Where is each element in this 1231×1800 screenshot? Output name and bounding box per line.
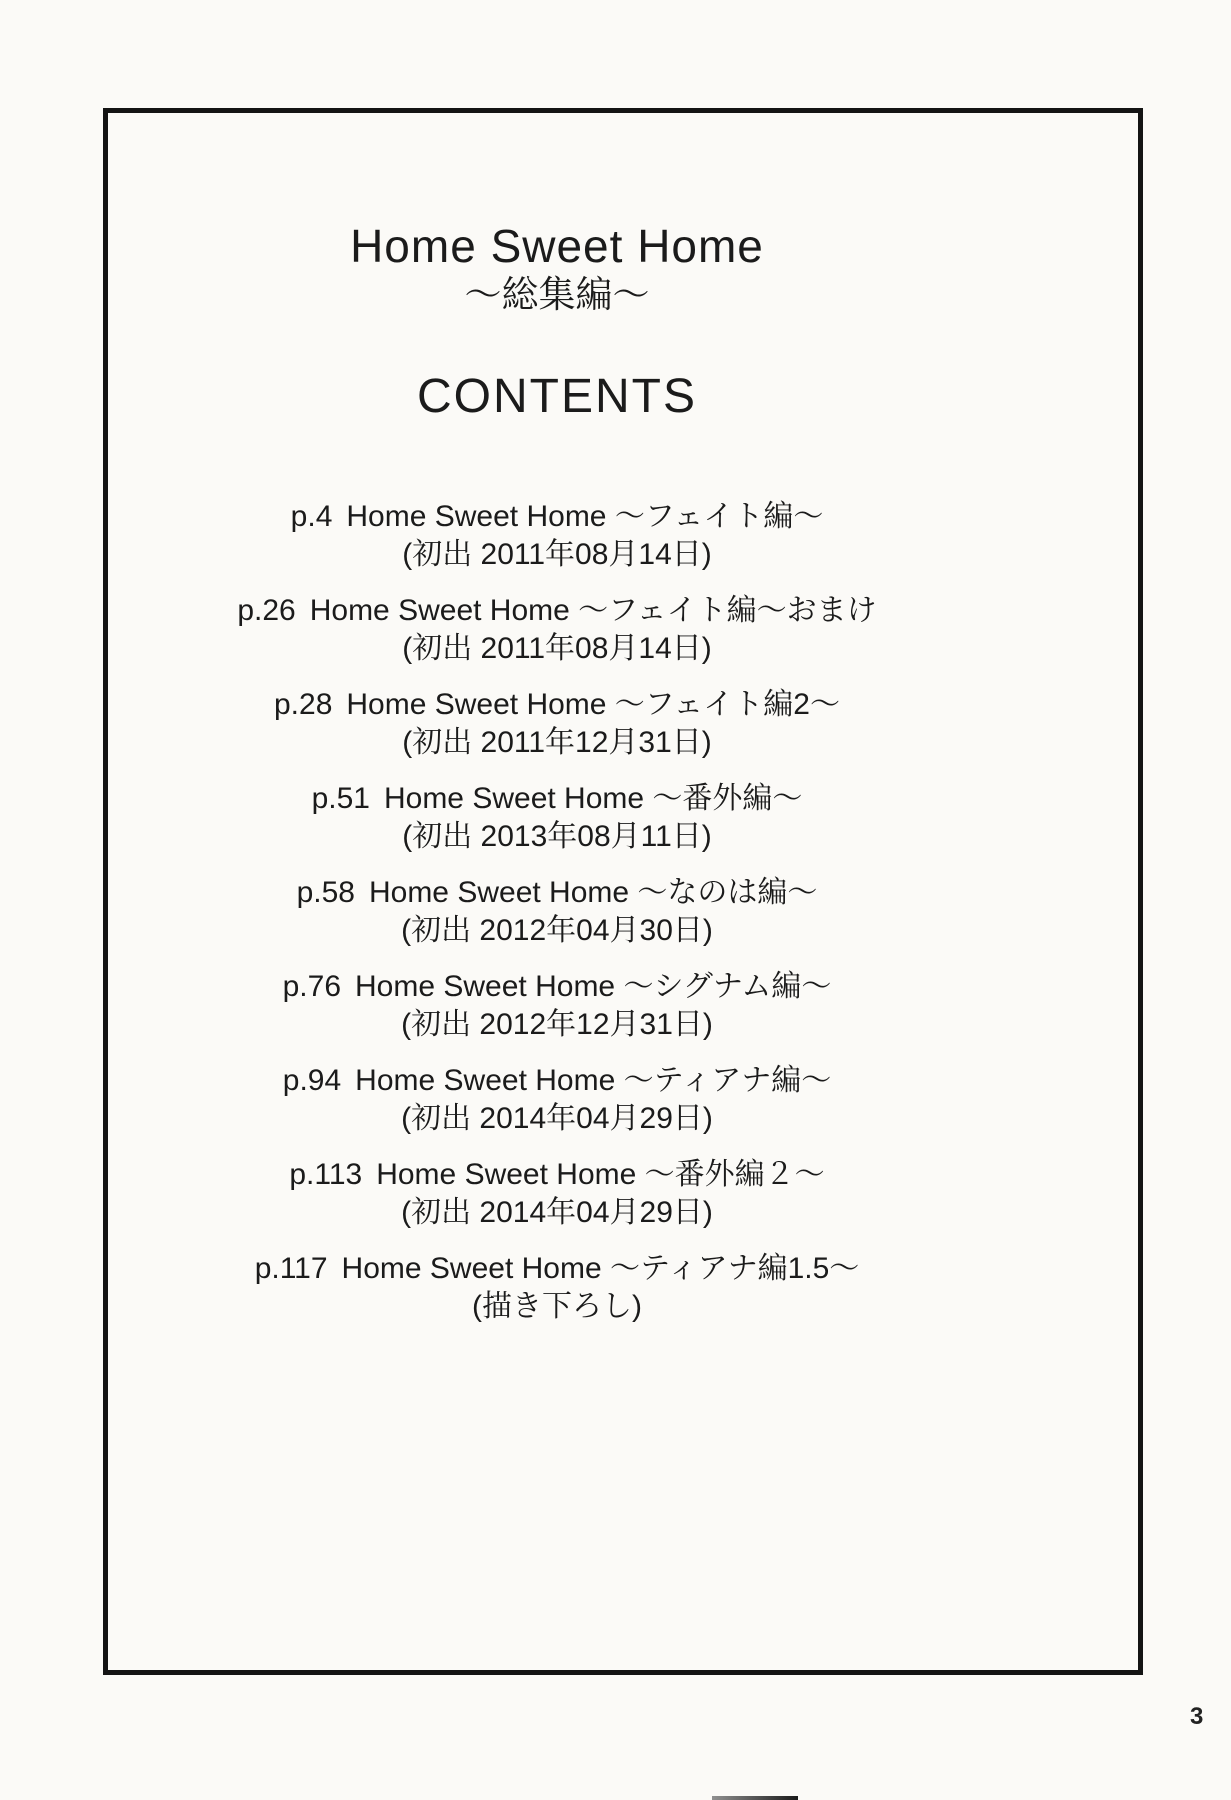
toc-entry-note: (初出 2011年12月31日) <box>402 726 712 759</box>
toc-page-content <box>103 108 1143 1344</box>
toc-entry-note: (初出 2012年04月30日) <box>401 914 713 947</box>
toc-entry-note: (初出 2014年04月29日) <box>401 1102 713 1135</box>
toc-entry <box>103 874 1011 950</box>
doujin-title: Home Sweet Home <box>350 220 764 272</box>
toc-entry-line <box>103 874 1011 912</box>
toc-entry-title: Home Sweet Home ～なのは編～ <box>368 876 818 909</box>
toc-page-label: p.28 <box>273 688 333 721</box>
toc-entry-note: (初出 2011年08月14日) <box>402 632 712 665</box>
toc-page-label: p.117 <box>254 1252 328 1285</box>
toc-entry-note: (初出 2014年04月29日) <box>401 1196 713 1229</box>
toc-entry-title: Home Sweet Home ～ティアナ編～ <box>355 1064 832 1097</box>
toc-entry-title: Home Sweet Home ～フェイト編2～ <box>346 688 840 721</box>
toc-entry-title: Home Sweet Home ～番外編～ <box>383 782 803 815</box>
toc-entry <box>103 1156 1011 1232</box>
toc-entry-title: Home Sweet Home ～フェイト編～おまけ <box>309 594 877 627</box>
toc-entry-line <box>103 498 1011 536</box>
toc-entry-line <box>103 592 1011 630</box>
toc-page-label: p.58 <box>296 876 355 909</box>
toc-entry-note: (初出 2013年08月11日) <box>402 820 712 853</box>
toc-entry-title: Home Sweet Home ～ティアナ編1.5～ <box>341 1252 860 1285</box>
toc-entry <box>103 780 1011 856</box>
toc-entry-line <box>103 968 1011 1006</box>
toc-entry-title: Home Sweet Home ～フェイト編～ <box>346 500 824 533</box>
toc-entry-line <box>103 1156 1011 1194</box>
toc-page-label: p.76 <box>282 970 342 1003</box>
toc-entry-note: (初出 2011年08月14日) <box>402 538 712 571</box>
page-number: 3 <box>1190 1703 1204 1730</box>
toc-entry-note: (描き下ろし) <box>472 1290 642 1323</box>
toc-entry <box>103 592 1011 668</box>
toc-entry-line <box>103 686 1011 724</box>
toc-entry-line <box>103 780 1011 818</box>
toc-entry <box>103 1062 1011 1138</box>
toc-list <box>103 498 1011 1326</box>
toc-entry <box>103 1250 1011 1326</box>
toc-entry <box>103 498 1011 574</box>
bottom-print-mark <box>712 1796 798 1800</box>
toc-entry-line <box>103 1250 1011 1288</box>
toc-page-label: p.113 <box>289 1158 363 1191</box>
toc-entry-title: Home Sweet Home ～番外編２～ <box>376 1158 825 1191</box>
toc-entry-note: (初出 2012年12月31日) <box>401 1008 713 1041</box>
toc-entry <box>103 686 1011 762</box>
toc-page-label: p.4 <box>290 500 333 533</box>
doujin-subtitle: ～総集編～ <box>464 274 650 315</box>
toc-entry-line <box>103 1062 1011 1100</box>
toc-page-label: p.51 <box>311 782 370 815</box>
contents-heading: CONTENTS <box>417 370 697 423</box>
toc-entry-title: Home Sweet Home ～シグナム編～ <box>355 970 832 1003</box>
toc-page-label: p.26 <box>237 594 296 627</box>
toc-entry <box>103 968 1011 1044</box>
toc-page-label: p.94 <box>282 1064 342 1097</box>
